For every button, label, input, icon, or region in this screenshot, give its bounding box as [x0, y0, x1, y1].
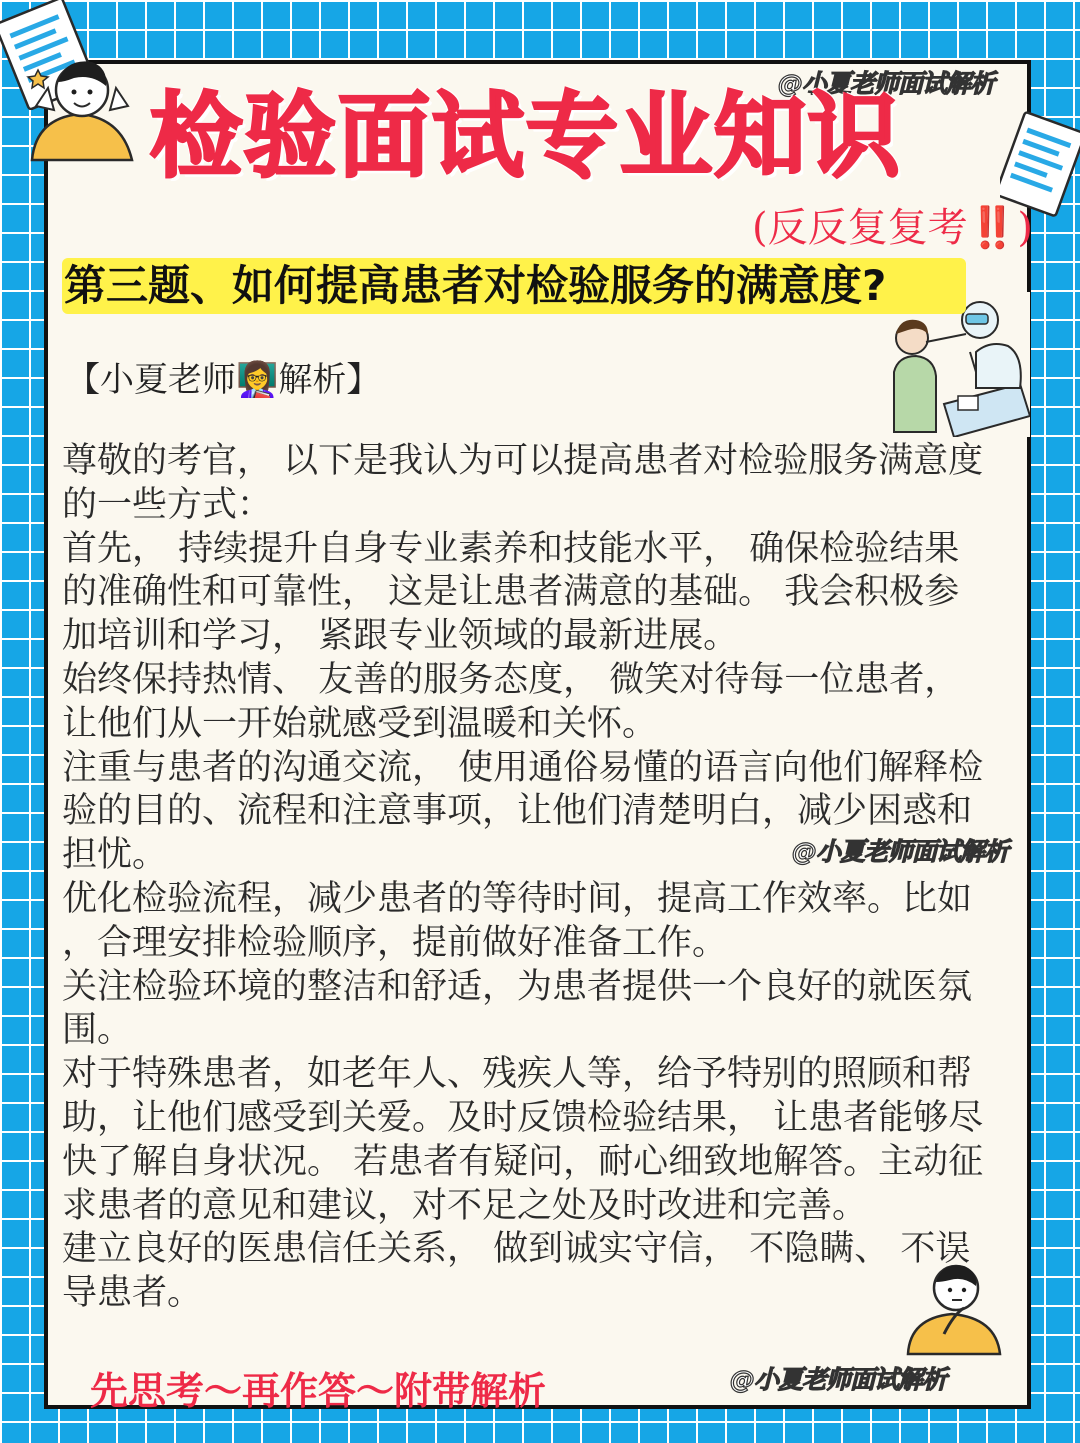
answer-line: 求患者的意见和建议，对不足之处及时改进和完善。 [62, 1185, 868, 1226]
answer-line: 围。 [62, 1010, 133, 1051]
answer-body [62, 440, 1009, 1316]
watermark-middle: @小夏老师面试解析 [792, 837, 1009, 866]
answer-line: ，合理安排检验顺序，提前做好准备工作。 [62, 922, 728, 963]
answer-line: 快了解自身状况。 若患者有疑问，耐心细致地解答。主动征 [62, 1141, 984, 1182]
analysis-label: 【小夏老师👩‍🏫解析】 [66, 360, 381, 400]
cheering-person-illustration [22, 48, 142, 163]
answer-line: 让他们从一开始就感受到温暖和关怀。 [62, 703, 658, 744]
watermark-top: @小夏老师面试解析 [778, 69, 995, 98]
footer-slogan: 先思考～再作答～附带解析 [90, 1368, 547, 1413]
page-title: 检验面试专业知识 [150, 83, 903, 190]
answer-line: 验的目的、流程和注意事项，让他们清楚明白，减少困惑和 [62, 791, 973, 832]
answer-line: 注重与患者的沟通交流， 使用通俗易懂的语言向他们解释检 [62, 747, 984, 788]
answer-line: 首先， 持续提升自身专业素养和技能水平， 确保检验结果 [62, 528, 960, 569]
answer-line: 始终保持热情、 友善的服务态度， 微笑对待每一位患者， [62, 659, 960, 700]
answer-line: 导患者。 [62, 1273, 203, 1314]
answer-line: 的一些方式： [62, 484, 273, 525]
answer-line: 关注检验环境的整洁和舒适，为患者提供一个良好的就医氛 [62, 966, 973, 1007]
answer-line: 尊敬的考官， 以下是我认为可以提高患者对检验服务满意度 [62, 441, 984, 481]
answer-line: 担忧。 [62, 835, 168, 876]
subtitle: (反反复复考‼️) [752, 205, 1034, 251]
question-heading: 第三题、如何提高患者对检验服务的满意度? [64, 261, 887, 310]
answer-line: 建立良好的医患信任关系， 做到诚实守信， 不隐瞒、 不误 [62, 1229, 971, 1270]
answer-line: 的准确性和可靠性， 这是让患者满意的基础。 我会积极参 [62, 572, 960, 613]
answer-line: 加培训和学习， 紧跟专业领域的最新进展。 [62, 616, 739, 657]
watermark-bottom: @小夏老师面试解析 [730, 1365, 947, 1394]
answer-line: 对于特殊患者，如老年人、残疾人等，给予特别的照顾和帮 [62, 1054, 973, 1095]
answer-line: 优化检验流程，减少患者的等待时间，提高工作效率。比如 [62, 878, 973, 919]
answer-line: 助，让他们感受到关爱。及时反馈检验结果， 让患者能够尽 [62, 1097, 984, 1138]
